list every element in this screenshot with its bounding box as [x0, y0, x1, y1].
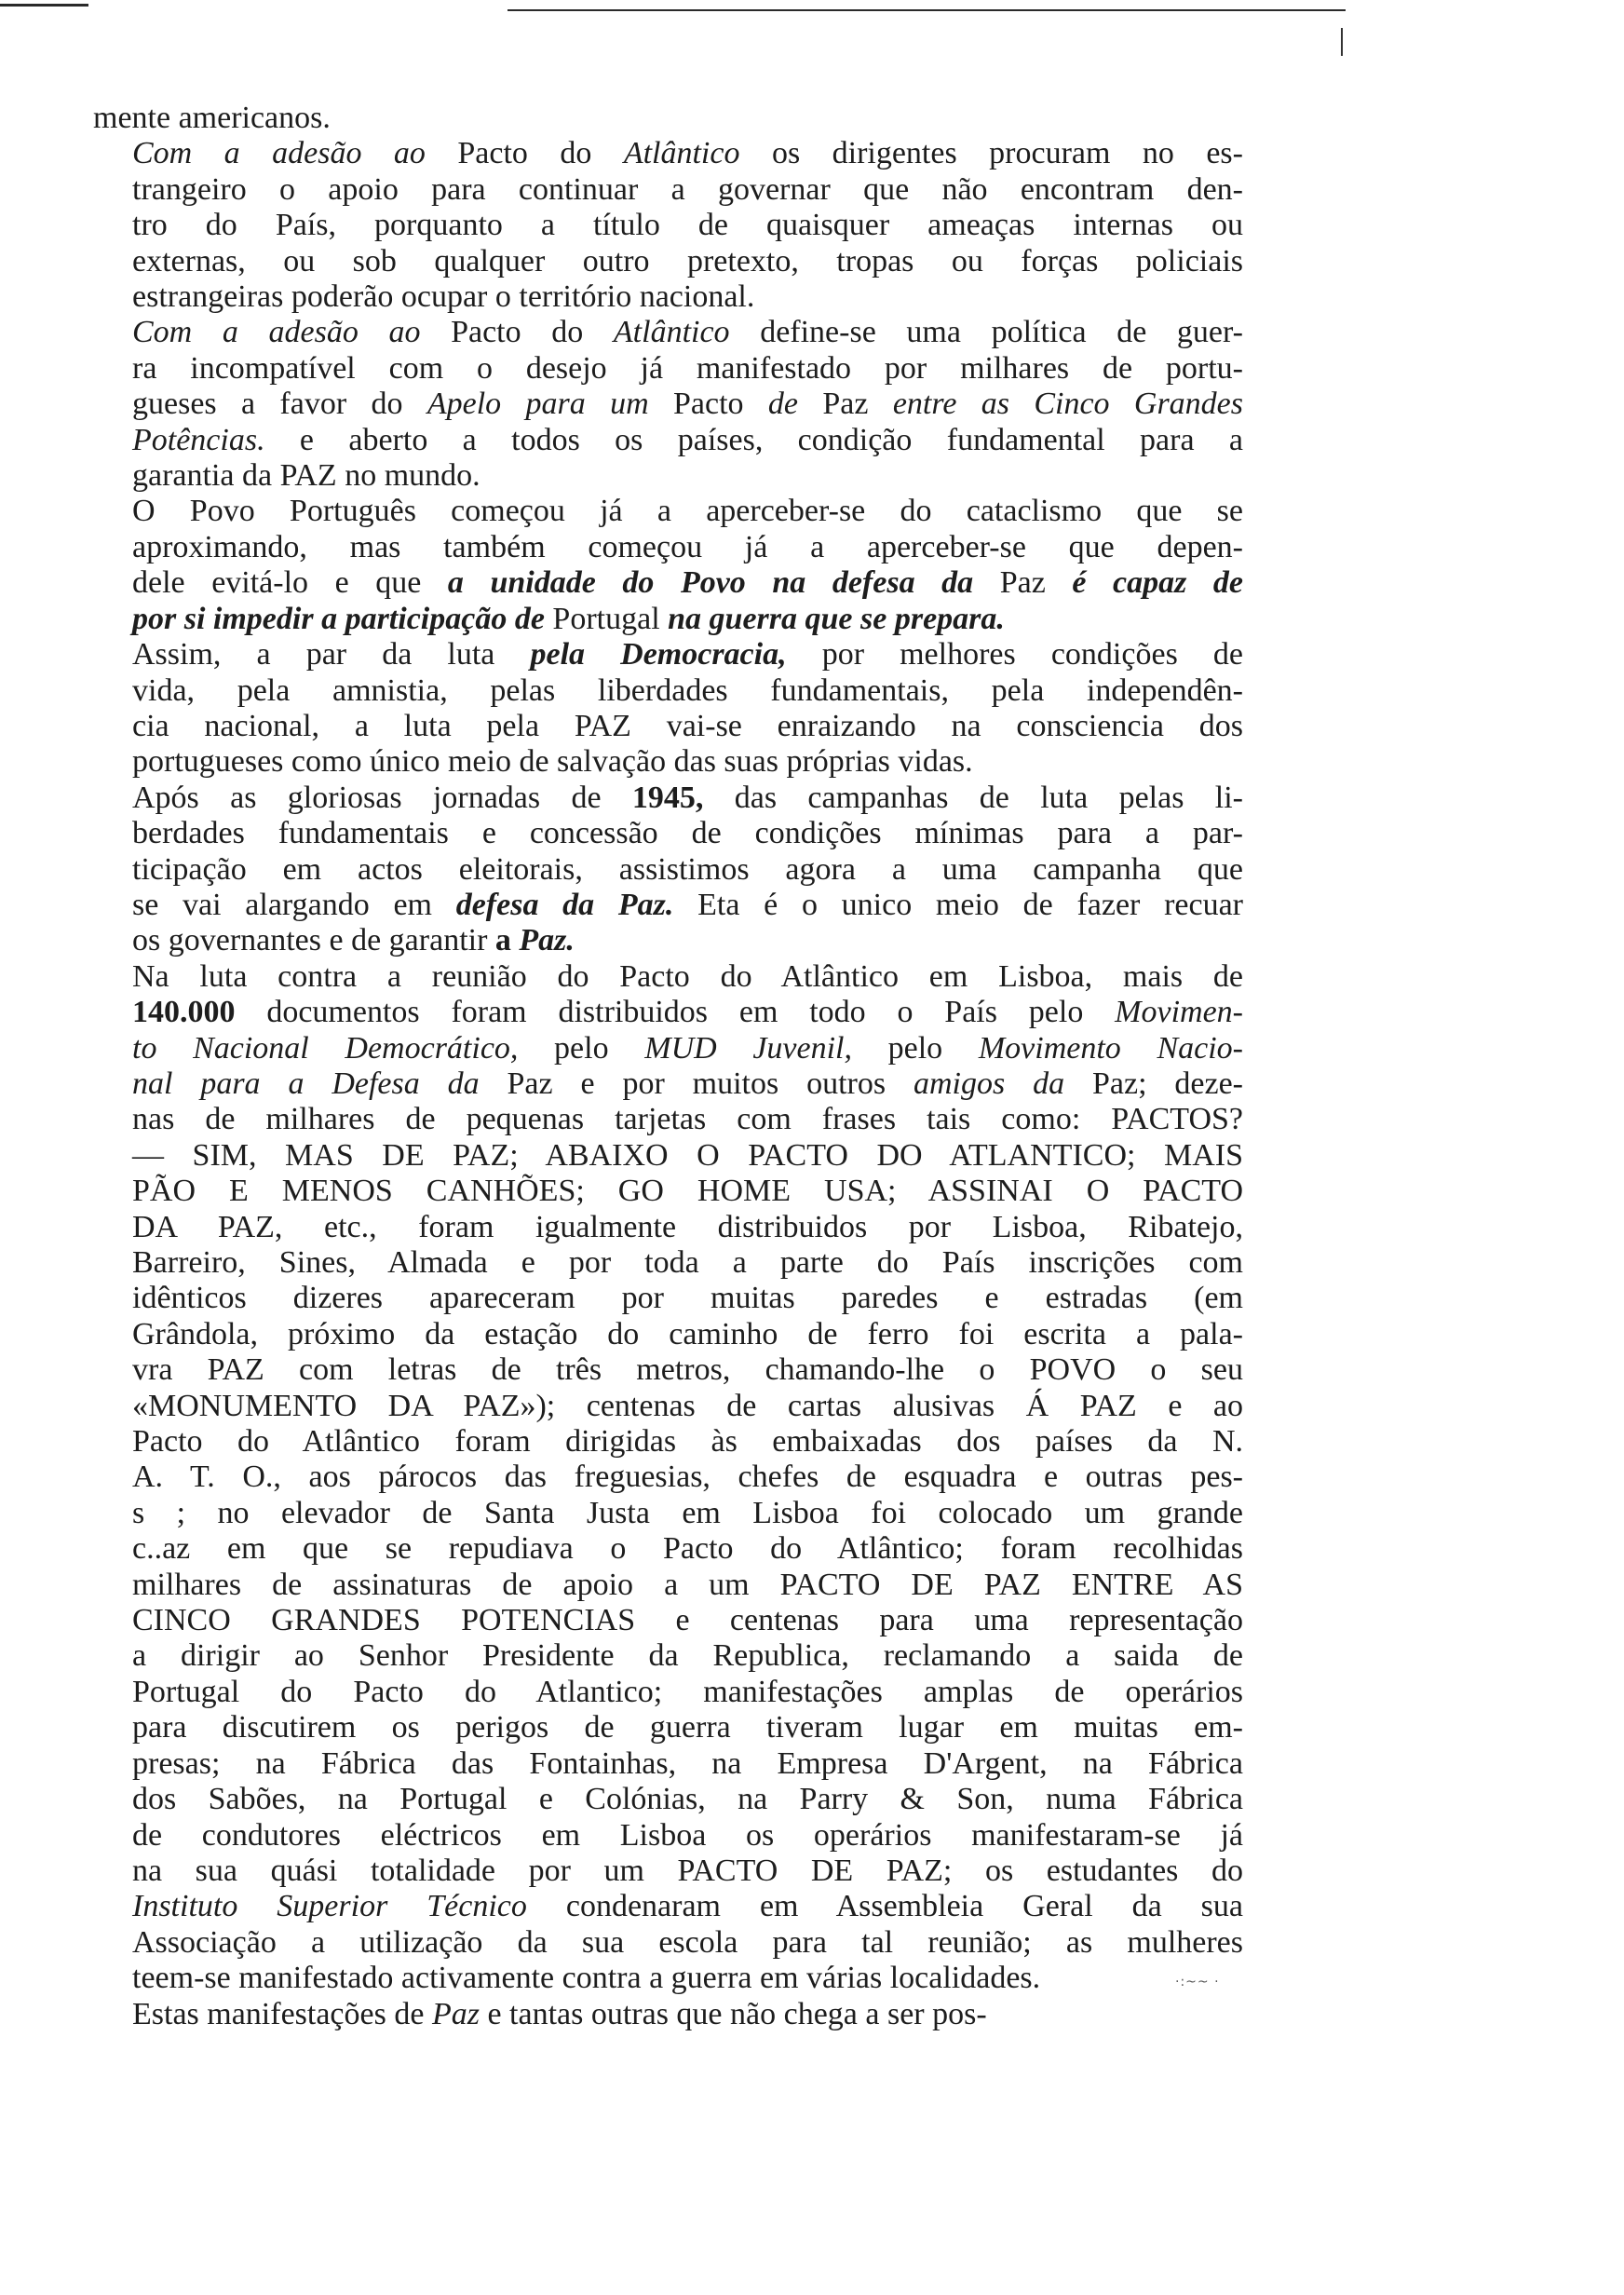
text-line: [93, 172, 1243, 208]
text-run: teem-se manifestado activamente contra a guerra em várias localidades.: [132, 1961, 1041, 1996]
text-line: [93, 387, 1243, 422]
text-run: — SIM, MAS DE PAZ; ABAIXO O PACTO DO ATLANTICO; MAIS: [132, 1137, 1243, 1173]
text-run: Atlântico: [623, 136, 740, 171]
text-line: [93, 995, 1243, 1030]
text-run: se vai alargando em: [132, 887, 456, 922]
text-run: DA PAZ, etc., foram igualmente distribuidos por Lisboa, Ribatejo,: [132, 1209, 1243, 1244]
text-run: to Nacional Democrático,: [132, 1030, 519, 1066]
text-run: milhares de assinaturas de apoio a um PACTO DE PAZ ENTRE AS: [132, 1567, 1243, 1602]
text-run: portugueses como único meio de salvação das suas próprias vidas.: [132, 744, 973, 780]
text-run: a dirigir ao Senhor Presidente da Republica, reclamando a saida de: [132, 1638, 1243, 1674]
text-run: externas, ou sob qualquer outro pretexto, tropas ou forças policiais: [132, 243, 1243, 278]
text-run: e tantas outras que não chega a ser pos-: [479, 1996, 987, 2031]
text-line: [93, 744, 1243, 780]
text-run: berdades fundamentais e concessão de condições mínimas para a par-: [132, 816, 1243, 851]
text-run: os governantes e de garantir: [132, 923, 495, 958]
text-run: define-se uma política de guer-: [729, 315, 1243, 350]
text-run: Estas manifestações de: [132, 1996, 432, 2031]
text-run: Barreiro, Sines, Almada e por toda a parte do País inscrições com: [132, 1245, 1243, 1280]
text-run: Associação a utilização da sua escola para tal reunião; as mulheres: [132, 1924, 1243, 1960]
text-run: 1945,: [631, 780, 704, 815]
text-run: Eta é o unico meio de fazer recuar: [673, 887, 1243, 922]
text-run: de: [767, 387, 823, 422]
paragraph: [93, 136, 1243, 315]
document-body: [93, 101, 1243, 2032]
text-line: [93, 1281, 1243, 1316]
text-run: a: [494, 923, 520, 958]
text-line: [93, 1818, 1243, 1854]
text-run: Paz.: [519, 923, 575, 958]
corner-tick: [1341, 28, 1343, 56]
text-line: [93, 530, 1243, 565]
top-border-right: [508, 9, 1346, 11]
text-run: Paz e por muitos outros: [507, 1066, 914, 1101]
text-run: pelo: [518, 1030, 645, 1066]
text-run: Pacto do: [451, 315, 614, 350]
text-run: Paz: [431, 1996, 480, 2031]
text-line: [93, 1675, 1243, 1710]
text-run: amigos da: [913, 1066, 1092, 1101]
text-line: [93, 244, 1243, 279]
paragraph: [93, 637, 1243, 781]
text-line: [93, 1317, 1243, 1352]
text-line: [93, 1961, 1243, 1996]
text-line: [93, 208, 1243, 243]
text-run: A. T. O., aos párocos das freguesias, chefes de esquadra e outras pes-: [132, 1460, 1243, 1495]
paragraph: [93, 1997, 1243, 2032]
text-line: [93, 1638, 1243, 1674]
text-line: [93, 279, 1243, 315]
text-run: Atlântico: [613, 315, 730, 350]
text-line: [93, 1174, 1243, 1209]
text-run: Portugal: [552, 601, 669, 636]
text-run: e aberto a todos os países, condição fundamental para a: [264, 422, 1243, 457]
paragraph: [93, 101, 1243, 136]
text-run: dele evitá-lo e que: [132, 565, 448, 601]
text-run: nal para a Defesa da: [132, 1066, 508, 1101]
text-run: Pacto do: [457, 136, 624, 171]
text-line: [93, 923, 1243, 958]
text-run: para discutirem os perigos de guerra tiveram lugar em muitas em-: [132, 1710, 1243, 1745]
text-run: Apelo para um: [426, 387, 674, 422]
text-line: [93, 888, 1243, 923]
text-line: [93, 1066, 1243, 1102]
text-run: c..az em que se repudiava o Pacto do Atlântico; foram recolhidas: [132, 1531, 1243, 1567]
text-line: [93, 1352, 1243, 1388]
text-run: Movimen-: [1115, 995, 1243, 1030]
text-run: s ; no elevador de Santa Justa em Lisboa foi colocado um grande: [132, 1495, 1243, 1530]
text-line: [93, 781, 1243, 816]
text-run: das campanhas de luta pelas li-: [703, 780, 1243, 815]
text-line: [93, 1424, 1243, 1460]
paragraph: [93, 494, 1243, 637]
text-run: na guerra que se prepara.: [668, 601, 1005, 636]
text-run: PÃO E MENOS CANHÕES; GO HOME USA; ASSINAI O PACTO: [132, 1174, 1243, 1209]
text-run: Assim, a par da luta: [132, 637, 531, 672]
text-run: gueses a favor do: [132, 387, 427, 422]
text-run: ticipação em actos eleitorais, assistimos agora a uma campanha que: [132, 851, 1243, 887]
text-line: [93, 1210, 1243, 1245]
text-run: por si impedir a participação de: [132, 601, 553, 636]
text-line: [93, 1568, 1243, 1603]
text-run: Portugal do Pacto do Atlantico; manifestações amplas de operários: [132, 1674, 1243, 1709]
text-line: [93, 637, 1243, 672]
text-run: os dirigentes procuram no es-: [739, 136, 1243, 171]
text-run: Paz: [999, 565, 1073, 601]
text-line: [93, 1389, 1243, 1424]
text-line: [93, 1496, 1243, 1531]
text-line: [93, 1746, 1243, 1782]
text-line: [93, 565, 1243, 601]
text-line: [93, 1245, 1243, 1281]
text-line: [93, 1925, 1243, 1961]
text-line: [93, 1710, 1243, 1745]
text-line: [93, 1782, 1243, 1817]
text-run: cia nacional, a luta pela PAZ vai-se enraizando na consciencia dos: [132, 708, 1243, 743]
text-run: pelo: [852, 1030, 979, 1066]
text-run: vida, pela amnistia, pelas liberdades fundamentais, pela independên-: [132, 672, 1243, 708]
paragraph: [93, 781, 1243, 959]
text-line: [93, 1531, 1243, 1567]
scan-smudge: ·:~~ ·: [1175, 1975, 1220, 1989]
text-run: trangeiro o apoio para continuar a governar que não encontram den-: [132, 171, 1243, 207]
top-border-left: [0, 4, 88, 7]
text-run: Com a adesão ao: [132, 136, 458, 171]
text-run: condenaram em Assembleia Geral da sua: [526, 1889, 1243, 1924]
text-run: 140.000: [132, 995, 236, 1030]
text-line: [93, 1889, 1243, 1924]
text-run: tro do País, porquanto a título de quaisquer ameaças internas ou: [132, 208, 1243, 243]
text-line: [93, 1138, 1243, 1174]
text-line: [93, 602, 1243, 637]
text-line: [93, 351, 1243, 387]
text-run: garantia da PAZ no mundo.: [132, 458, 480, 494]
text-run: defesa da Paz.: [455, 887, 674, 922]
text-run: presas; na Fábrica das Fontainhas, na Empresa D'Argent, na Fábrica: [132, 1745, 1243, 1781]
text-line: [93, 709, 1243, 744]
text-line: [93, 1603, 1243, 1638]
text-run: nas de milhares de pequenas tarjetas com frases tais como: PACTOS?: [132, 1102, 1243, 1137]
text-run: idênticos dizeres apareceram por muitas paredes e estradas (em: [132, 1281, 1243, 1316]
paragraph: [93, 315, 1243, 494]
text-run: Pacto: [673, 387, 768, 422]
text-line: [93, 458, 1243, 494]
text-line: [93, 816, 1243, 851]
text-run: Paz; deze-: [1091, 1066, 1243, 1101]
text-line: [93, 1854, 1243, 1889]
text-run: ra incompatível com o desejo já manifestado por milhares de portu-: [132, 350, 1243, 386]
text-run: por melhores condições de: [786, 637, 1243, 672]
text-line: [93, 1031, 1243, 1066]
text-run: dos Sabões, na Portugal e Colónias, na Parry & Son, numa Fábrica: [132, 1782, 1243, 1817]
text-run: aproximando, mas também começou já a aperceber-se que depen-: [132, 529, 1243, 564]
text-run: MUD Juvenil,: [644, 1030, 852, 1066]
text-run: Grândola, próximo da estação do caminho de ferro foi escrita a pala-: [132, 1316, 1243, 1351]
text-run: Com a adesão ao: [132, 315, 452, 350]
text-line: [93, 423, 1243, 458]
text-line: [93, 494, 1243, 529]
text-line: [93, 959, 1243, 995]
text-run: na sua quási totalidade por um PACTO DE PAZ; os estudantes do: [132, 1853, 1243, 1888]
text-run: Pacto do Atlântico foram dirigidas às embaixadas dos países da N.: [132, 1424, 1243, 1460]
text-run: é capaz de: [1072, 565, 1243, 601]
text-run: de condutores eléctricos em Lisboa os operários manifestaram-se já: [132, 1817, 1243, 1853]
text-run: mente americanos.: [93, 101, 331, 135]
text-line: [93, 673, 1243, 709]
text-run: Instituto Superior Técnico: [132, 1889, 527, 1924]
text-line: [93, 101, 1243, 136]
text-line: [93, 1102, 1243, 1137]
text-run: Na luta contra a reunião do Pacto do Atlântico em Lisboa, mais de: [132, 958, 1243, 994]
text-run: O Povo Português começou já a aperceber-se do cataclismo que se: [132, 494, 1243, 529]
text-run: CINCO GRANDES POTENCIAS e centenas para uma representação: [132, 1603, 1243, 1638]
text-line: [93, 852, 1243, 888]
text-run: Movimento Nacio-: [978, 1030, 1243, 1066]
text-run: vra PAZ com letras de três metros, chamando-lhe o POVO o seu: [132, 1352, 1243, 1388]
text-run: documentos foram distribuidos em todo o País pelo: [235, 995, 1116, 1030]
text-run: «MONUMENTO DA PAZ»); centenas de cartas alusivas Á PAZ e ao: [132, 1388, 1243, 1423]
text-run: estrangeiras poderão ocupar o território nacional.: [132, 279, 755, 315]
text-line: [93, 1460, 1243, 1495]
text-line: [93, 315, 1243, 350]
text-run: a unidade do Povo na defesa da: [447, 565, 1000, 601]
text-run: Paz: [822, 387, 893, 422]
text-run: Após as gloriosas jornadas de: [132, 780, 632, 815]
text-line: [93, 136, 1243, 171]
text-line: [93, 1997, 1243, 2032]
text-run: pela Democracia,: [530, 637, 787, 672]
text-run: entre as Cinco Grandes: [892, 387, 1244, 422]
text-run: Potências.: [132, 422, 265, 457]
paragraph: [93, 959, 1243, 1997]
